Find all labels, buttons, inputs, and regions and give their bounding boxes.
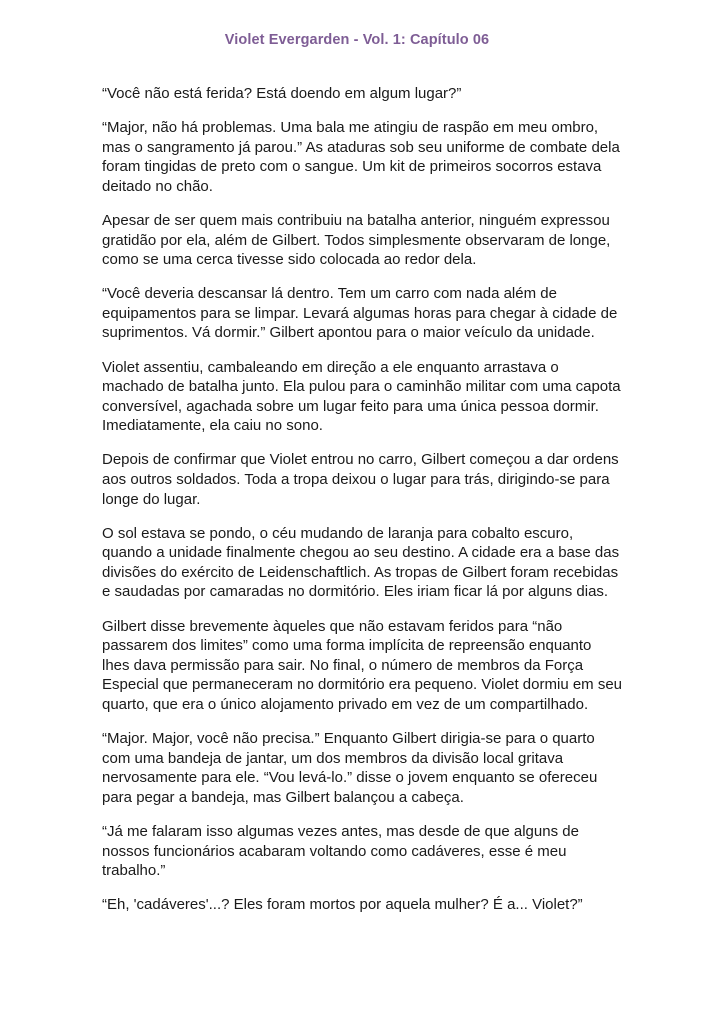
paragraph: Depois de confirmar que Violet entrou no carro, Gilbert começou a dar ordens aos outros soldados. Toda a tropa deixou o lugar para trás, dirigindo-se para longe do lugar. (102, 451, 619, 508)
paragraph: Gilbert disse brevemente àqueles que não estavam feridos para “não passarem dos limites” como uma forma implícita de repreensão enquanto lhes dava permissão para sair. No final, o número de membros da Força Especial que permaneceram no dormitório era pequeno. Violet dormiu em seu quarto, que era o único alojamento privado em vez de um compartilhado. (102, 617, 623, 713)
paragraph: “Major, não há problemas. Uma bala me atingiu de raspão em meu ombro, mas o sangramento já parou.” As ataduras sob seu uniforme de combate dela foram tingidas de preto com o sangue. Um kit de primeiros socorros estava deitado no chão. (102, 119, 620, 195)
paragraph: “Eh, 'cadáveres'...? Eles foram mortos por aquela mulher? É a... Violet?” (102, 896, 583, 914)
paragraph: “Você não está ferida? Está doendo em algum lugar?” (102, 85, 462, 102)
paragraph: Violet assentiu, cambaleando em direção a ele enquanto arrastava o machado de batalha junto. Ela pulou para o caminhão militar com uma capota conversível, agachada sobre um lugar feito para uma única pessoa dormir. Imediatamente, ela caiu no sono. (102, 358, 621, 435)
paragraph: “Já me falaram isso algumas vezes antes, mas desde de que alguns de nossos funcionários acabaram voltando como cadáveres, esse é meu trabalho.” (102, 822, 579, 880)
running-header: Violet Evergarden - Vol. 1: Capítulo 06 (224, 32, 490, 48)
body-text (102, 84, 622, 929)
paragraph: “Você deveria descansar lá dentro. Tem um carro com nada além de equipamentos para se limpar. Levará algumas horas para chegar à cidade de suprimentos. Vá dormir.” Gilbert apontou para o maior veículo da unidade. (102, 285, 618, 342)
paragraph: Apesar de ser quem mais contribuiu na batalha anterior, ninguém expressou gratidão por ela, além de Gilbert. Todos simplesmente observaram de longe, como se uma cerca tivesse sido colocada ao redor dela. (102, 211, 611, 269)
paragraph: “Major. Major, você não precisa.” Enquanto Gilbert dirigia-se para o quarto com uma bandeja de jantar, um dos membros da divisão local gritava nervosamente para ele. “Vou levá-lo.” disse o jovem enquanto se ofereceu para pegar a bandeja, mas Gilbert balançou a cabeça. (102, 730, 598, 806)
paragraph: O sol estava se pondo, o céu mudando de laranja para cobalto escuro, quando a unidade finalmente chegou ao seu destino. A cidade era a base das divisões do exército de Leidenschaftlich. As tropas de Gilbert foram recebidas e saudadas por camaradas no dormitório. Eles iriam ficar lá por alguns dias. (102, 524, 620, 601)
